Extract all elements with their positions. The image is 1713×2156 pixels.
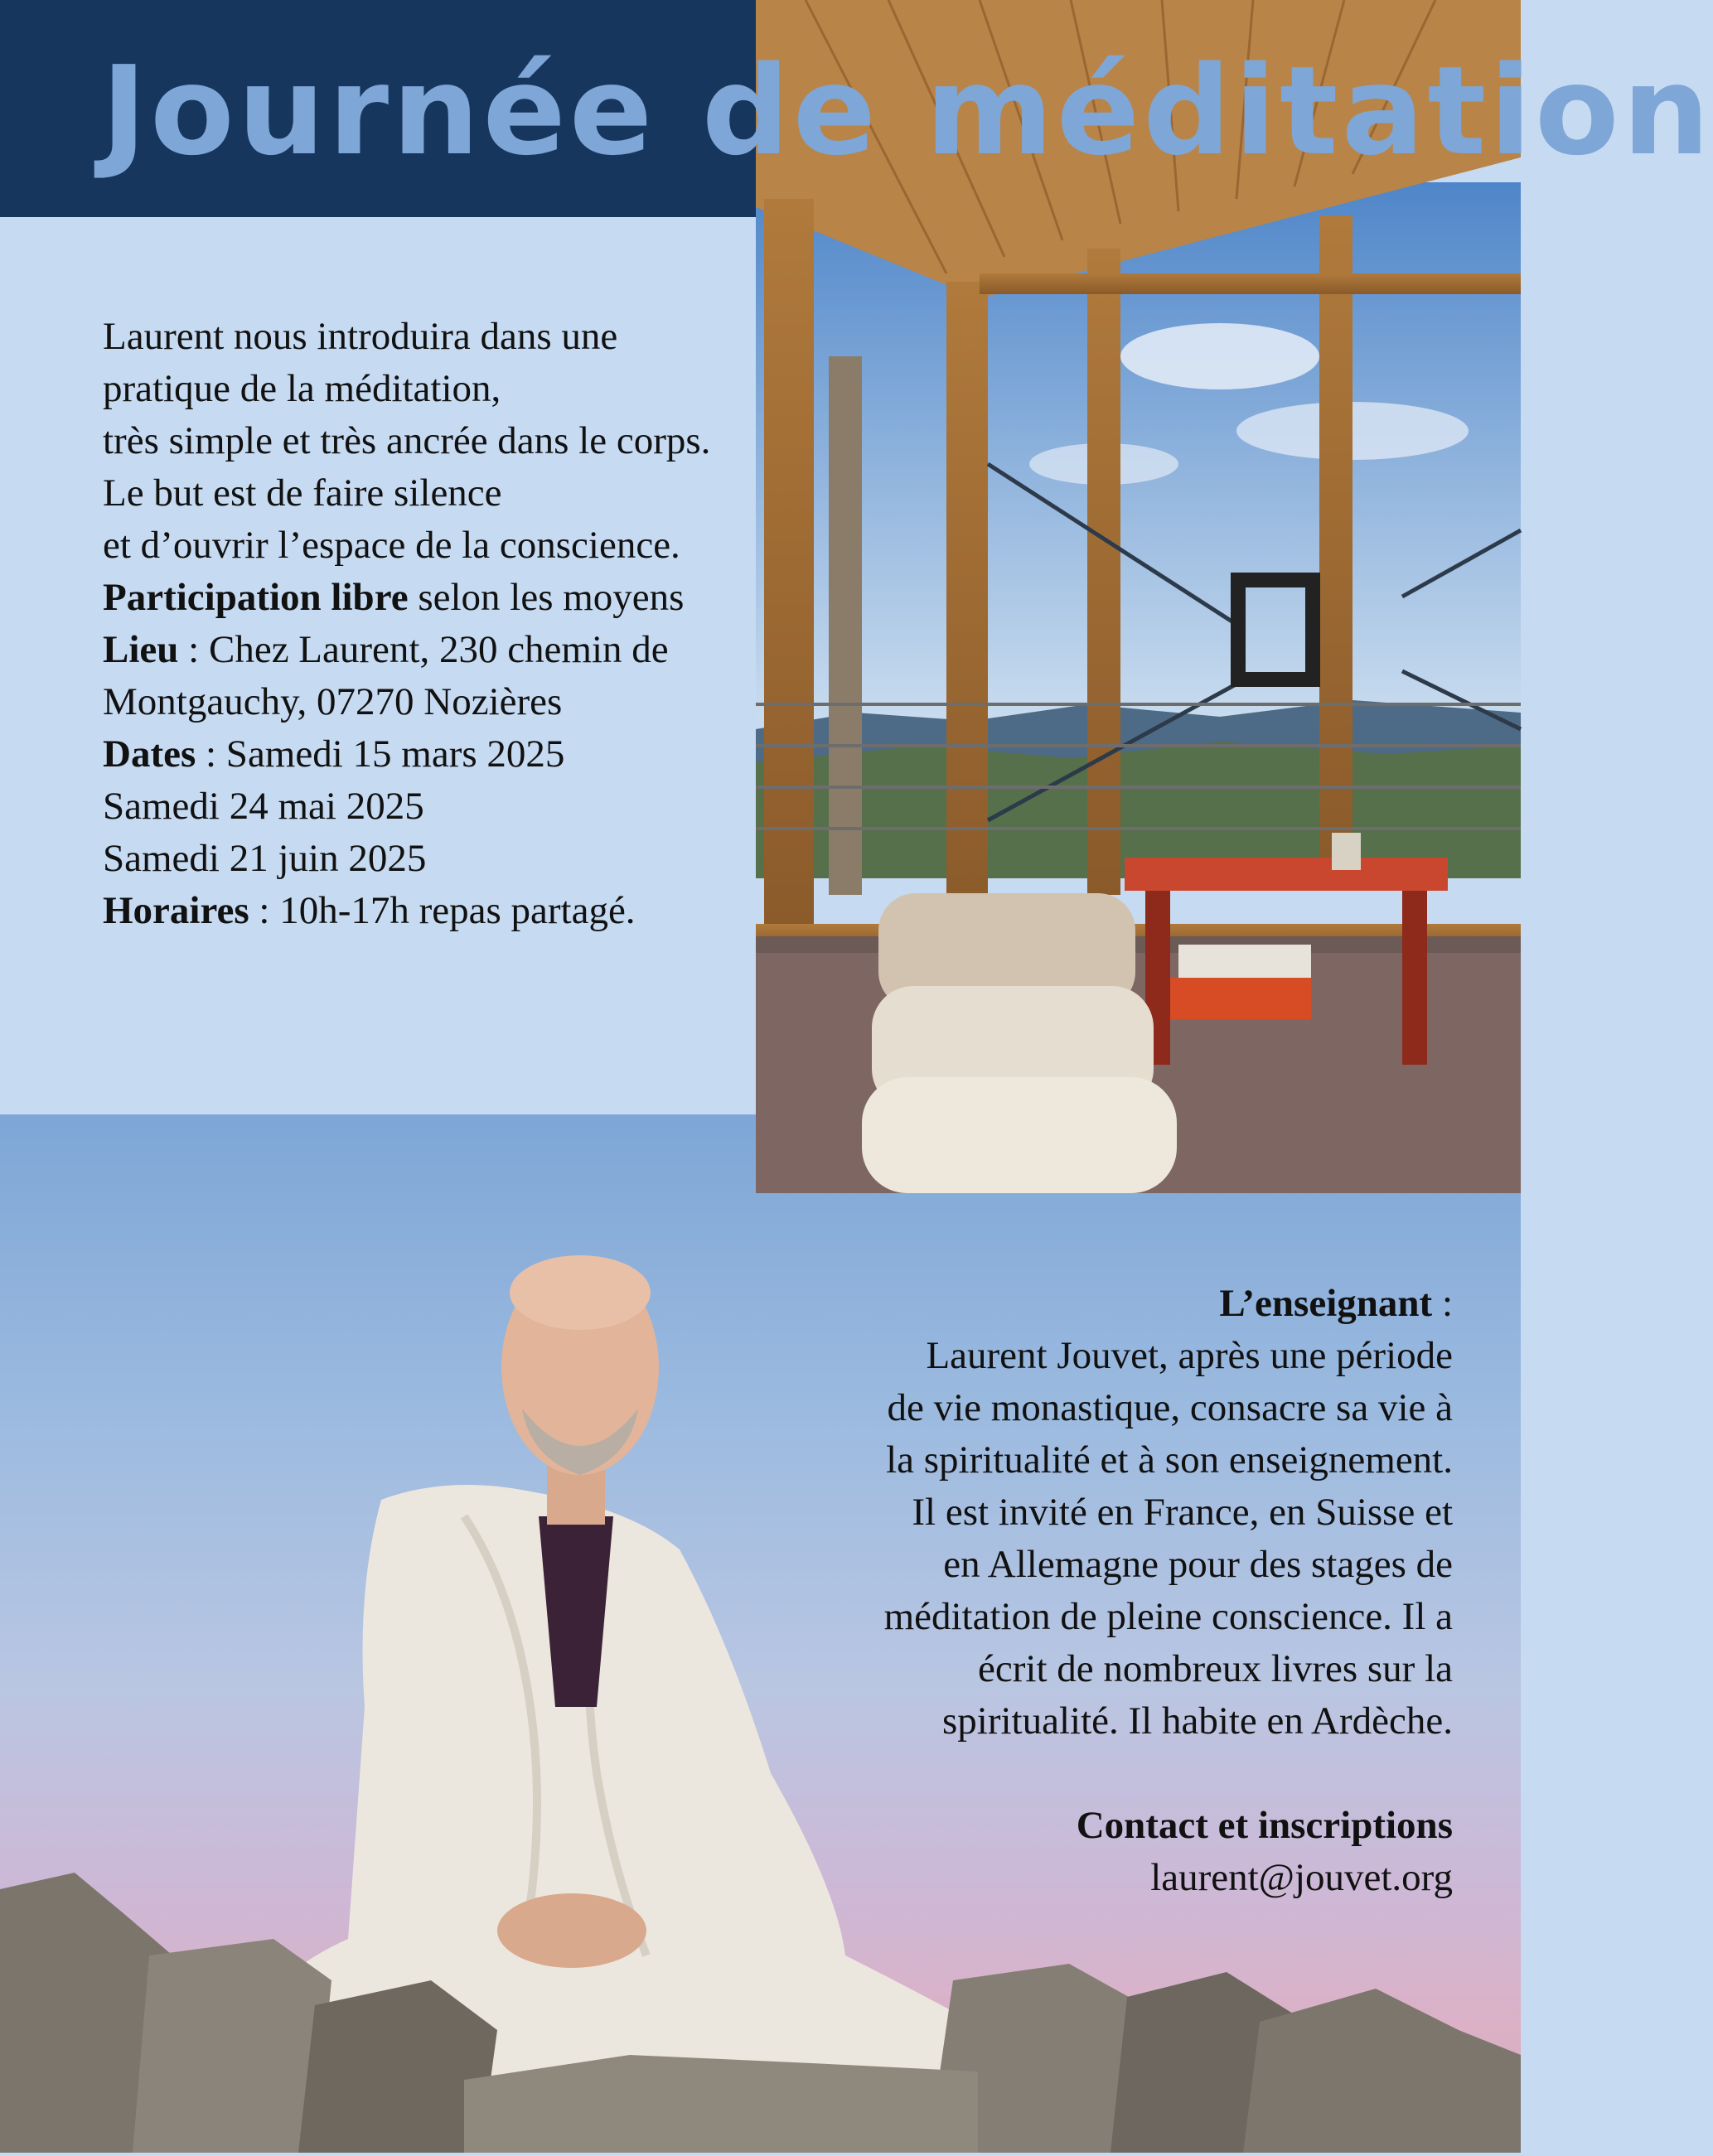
intro-line: très simple et très ancrée dans le corps.	[103, 419, 711, 462]
teacher-bio-line: spiritualité. Il habite en Ardèche.	[941, 1699, 1453, 1743]
teacher-label-suffix: :	[1432, 1282, 1453, 1325]
dates-label: Dates	[103, 732, 196, 776]
contact-email[interactable]: laurent@jouvet.org	[1150, 1856, 1453, 1899]
teacher-bio-line: en Allemagne pour des stages de	[943, 1543, 1453, 1586]
teacher-bio-line: la spiritualité et à son enseignement.	[886, 1438, 1453, 1482]
teacher-heading	[806, 1278, 1453, 1330]
lieu-address-2: Montgauchy, 07270 Nozières	[103, 680, 563, 723]
horaires-line	[103, 885, 749, 937]
participation-line	[103, 572, 749, 624]
participation-label: Participation libre	[103, 576, 409, 619]
teacher-bio-line: Il est invité en France, en Suisse et	[912, 1491, 1453, 1534]
dates-line	[103, 728, 749, 781]
page-title	[101, 40, 1713, 182]
intro-line: Laurent nous introduira dans une	[103, 315, 618, 358]
lieu-label: Lieu	[103, 628, 179, 671]
title-part-2: méditation	[925, 40, 1713, 182]
contact-label: Contact et inscriptions	[1076, 1804, 1453, 1847]
spacer	[806, 1748, 1453, 1800]
date-2: Samedi 24 mai 2025	[103, 785, 424, 828]
intro-line: et d’ouvrir l’espace de la conscience.	[103, 524, 680, 567]
date-3: Samedi 21 juin 2025	[103, 837, 427, 880]
horaires-text: : 10h-17h repas partagé.	[249, 889, 636, 932]
teacher-bio-line: de vie monastique, consacre sa vie à	[887, 1386, 1453, 1429]
lieu-address-1: : Chez Laurent, 230 chemin de	[178, 628, 669, 671]
teacher-bio-line: méditation de pleine conscience. Il a	[883, 1595, 1453, 1638]
teacher-bio-line: Laurent Jouvet, après une période	[926, 1334, 1453, 1377]
lieu-line	[103, 624, 749, 676]
horaires-label: Horaires	[103, 889, 249, 932]
teacher-label: L’enseignant	[1219, 1282, 1433, 1325]
teacher-bio-line: écrit de nombreux livres sur la	[978, 1647, 1453, 1690]
teacher-section	[806, 1278, 1453, 1904]
intro-line: Le but est de faire silence	[103, 471, 502, 515]
rocks	[0, 1864, 1521, 2153]
event-details	[103, 311, 749, 937]
intro-line: pratique de la méditation,	[103, 367, 501, 410]
title-part-1: Journée de	[101, 40, 880, 182]
participation-text: selon les moyens	[408, 576, 685, 619]
date-1: : Samedi 15 mars 2025	[196, 732, 565, 776]
